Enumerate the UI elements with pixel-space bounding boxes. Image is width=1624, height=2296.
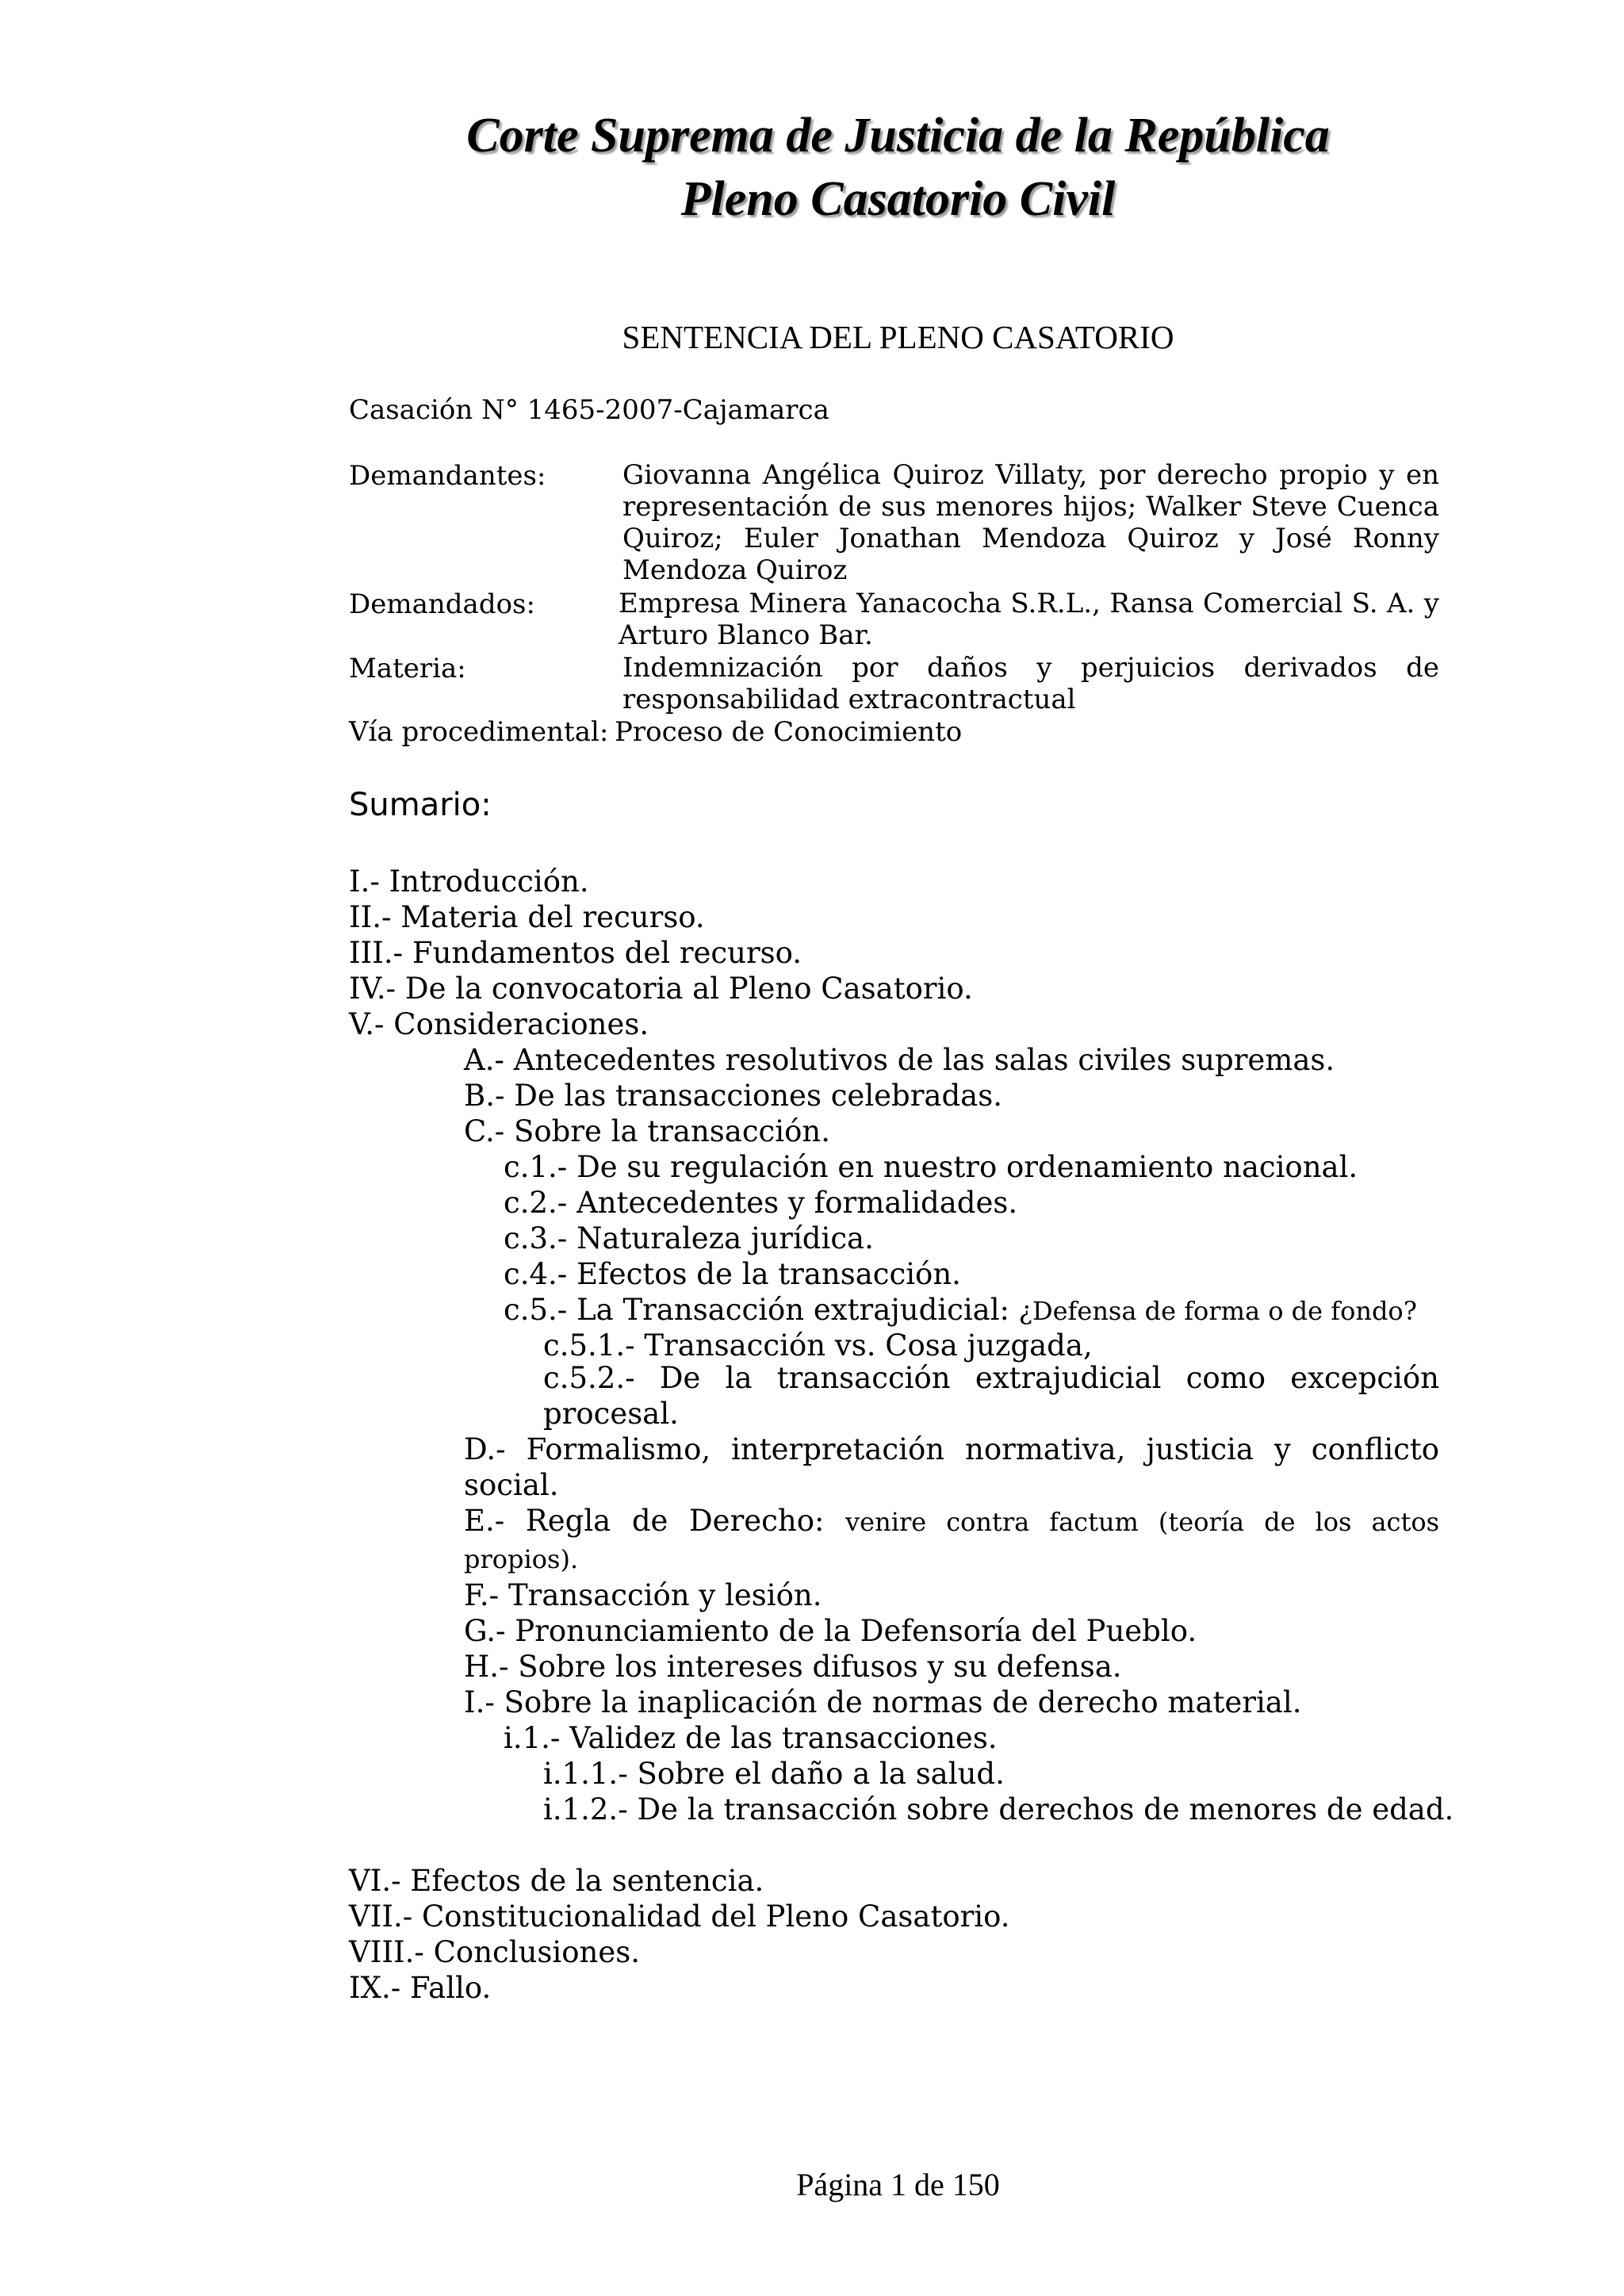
summary-item: VI.- Efectos de la sentencia. — [349, 1864, 764, 1898]
summary-item: c.5.1.- Transacción vs. Cosa juzgada, — [543, 1328, 1093, 1363]
procedure-label: Vía procedimental: — [349, 716, 609, 748]
summary-item: H.- Sobre los intereses difusos y su defensa. — [464, 1650, 1122, 1684]
summary-item: VII.- Constitucionalidad del Pleno Casatorio. — [349, 1899, 1010, 1934]
summary-item: V.- Consideraciones. — [349, 1007, 649, 1041]
matter-label: Materia: — [349, 653, 466, 684]
summary-item: VIII.- Conclusiones. — [349, 1935, 640, 1969]
summary-item: D.- Formalismo, interpretación normativa, justicia y conflicto social. — [464, 1432, 1439, 1502]
summary-item: I.- Sobre la inaplicación de normas de derecho material. — [464, 1685, 1302, 1719]
procedure-value: Proceso de Conocimiento — [615, 716, 963, 748]
summary-item: E.- Regla de Derecho: venire contra factum (teoría de los actos propios). — [464, 1504, 1440, 1574]
summary-item: i.1.1.- Sobre el daño a la salud. — [543, 1757, 1005, 1791]
summary-item: B.- De las transacciones celebradas. — [464, 1079, 1002, 1113]
summary-item: i.1.- Validez de las transacciones. — [504, 1721, 998, 1755]
summary-item: IX.- Fallo. — [349, 1971, 492, 2005]
defendants-label: Demandados: — [349, 588, 535, 620]
summary-item: i.1.2.- De la transacción sobre derechos de menores de edad. — [543, 1792, 1454, 1826]
document-title: SENTENCIA DEL PLENO CASATORIO — [622, 319, 1174, 355]
page-number: Página 1 de 150 — [796, 2167, 1000, 2202]
summary-item: G.- Pronunciamiento de la Defensoría del Pueblo. — [464, 1614, 1197, 1648]
summary-item: c.1.- De su regulación en nuestro ordenamiento nacional. — [504, 1150, 1358, 1184]
summary-item: F.- Transacción y lesión. — [464, 1578, 822, 1612]
summary-item: I.- Introducción. — [349, 864, 589, 899]
summary-item: c.3.- Naturaleza jurídica. — [504, 1221, 874, 1255]
case-number: Casación N° 1465-2007-Cajamarca — [349, 394, 829, 426]
summary-item: A.- Antecedentes resolutivos de las salas civiles supremas. — [464, 1043, 1335, 1077]
defendants-value: Empresa Minera Yanacocha S.R.L., Ransa Comercial S. A. y Arturo Blanco Bar. — [619, 588, 1439, 651]
plaintiffs-value: Giovanna Angélica Quiroz Villaty, por derecho propio y en representación de sus menores hijos; Walker Steve Cuenca Quiroz; Euler Jonathan Mendoza Quiroz y José Ronny Mendoza Quiroz — [622, 459, 1439, 586]
summary-item: III.- Fundamentos del recurso. — [349, 936, 802, 970]
summary-item: II.- Materia del recurso. — [349, 900, 705, 934]
summary-item: IV.- De la convocatoria al Pleno Casatorio. — [349, 972, 973, 1006]
summary-item: c.5.- La Transacción extrajudicial: ¿Defensa de forma o de fondo? — [504, 1293, 1417, 1327]
plaintiffs-label: Demandantes: — [349, 460, 546, 492]
court-name-line1: Corte Suprema de Justicia de la República — [466, 109, 1330, 163]
summary-item: C.- Sobre la transacción. — [464, 1114, 830, 1148]
summary-item: c.2.- Antecedentes y formalidades. — [504, 1186, 1018, 1220]
court-name-line2: Pleno Casatorio Civil — [680, 172, 1116, 226]
summary-item: c.5.2.- De la transacción extrajudicial como excepción procesal. — [543, 1361, 1440, 1431]
summary-item: c.4.- Efectos de la transacción. — [504, 1257, 961, 1291]
summary-heading: Sumario: — [349, 787, 492, 823]
matter-value: Indemnización por daños y perjuicios derivados de responsabilidad extracontractual — [622, 652, 1439, 715]
